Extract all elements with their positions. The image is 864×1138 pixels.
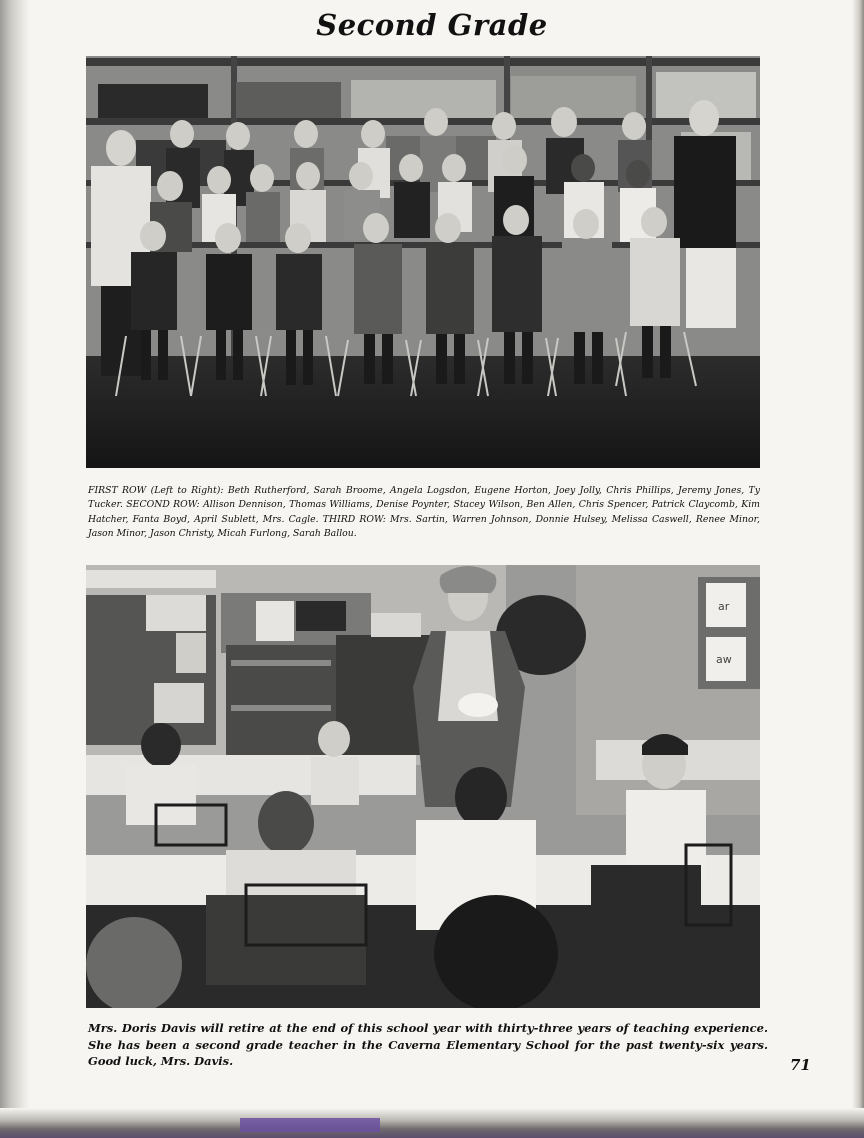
classroom-teacher-photo <box>86 565 760 1008</box>
svg-text:aw: aw <box>716 653 732 666</box>
page-number: 71 <box>790 1056 811 1074</box>
photo-caption: FIRST ROW (Left to Right): Beth Rutherford, Sarah Broome, Angela Logsdon, Eugene Horton, Joey Jolly, Chris Phillips, Jeremy Jones, Ty Tucker. SECOND ROW: Allison Dennison, Thomas Williams, Denise Poynter, Stacey Wilson, Ben Allen, Chris Spencer, Patrick Claycomb, Kim Hatcher, Fanta Boyd, April Sublett, Mrs. Cagle. THIRD ROW: Mrs. Sartin, Warren Johnson, Donnie Hulsey, Melissa Caswell, Renee Minor, Jason Minor, Jason Christy, Micah Furlong, Sarah Ballou. <box>88 485 760 539</box>
retirement-notice: Mrs. Doris Davis will retire at the end of this school year with thirty-three years of teaching experience. She has been a second grade teacher in the Caverna Elementary School for the past twenty-six years. Good luck, Mrs. Davis. <box>88 1021 768 1068</box>
page-bottom-edge <box>0 1108 864 1138</box>
wall-card-ar <box>706 583 746 627</box>
page-right-edge <box>852 0 864 1138</box>
wall-card-aw <box>706 637 746 681</box>
page-title: Second Grade <box>316 8 548 42</box>
cover-edge-purple <box>240 1118 380 1132</box>
class-group-photo <box>86 56 760 468</box>
svg-text:ar: ar <box>718 600 730 613</box>
book-spine-shadow <box>0 0 30 1138</box>
